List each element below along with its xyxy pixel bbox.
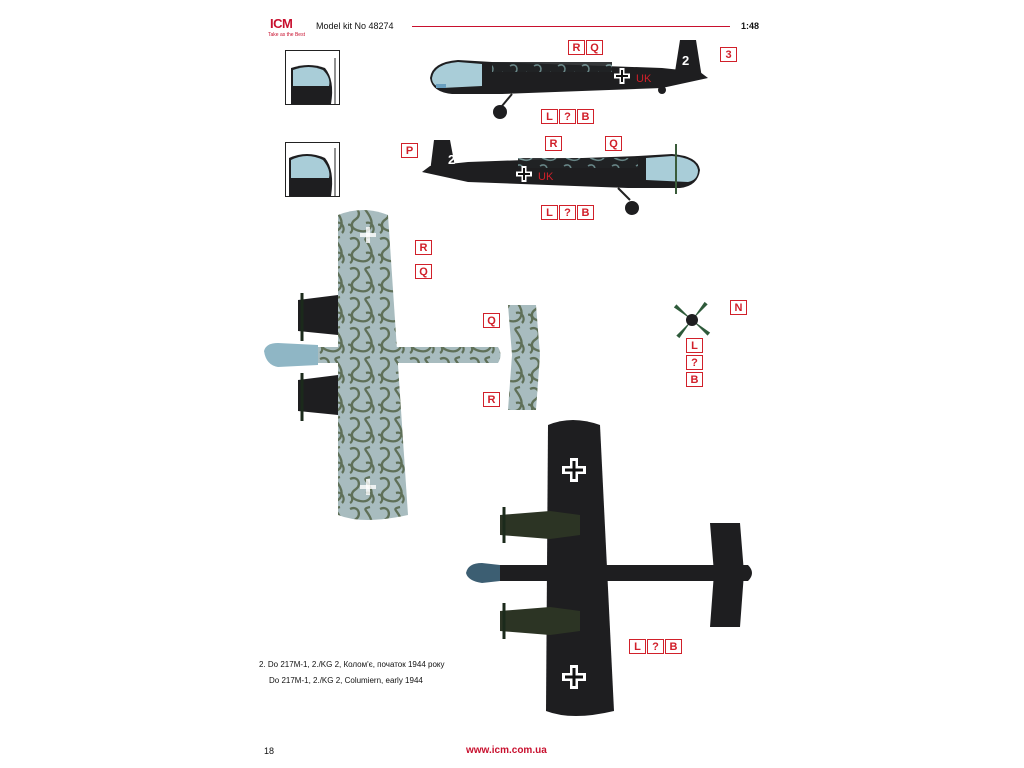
header-rule (412, 26, 730, 27)
paint-label: ? (686, 355, 703, 370)
paint-label: L (629, 639, 646, 654)
underside-view (460, 415, 765, 720)
caption-en: Do 217M-1, 2./KG 2, Columiern, early 1944 (269, 676, 423, 685)
paint-label: N (730, 300, 747, 315)
paint-label: B (686, 372, 703, 387)
paint-label: P (401, 143, 418, 158)
paint-label: 3 (720, 47, 737, 62)
paint-label: B (577, 109, 594, 124)
scale-label: 1:48 (741, 21, 760, 31)
paint-label: R (415, 240, 432, 255)
paint-label: R (545, 136, 562, 151)
paint-label: Q (415, 264, 432, 279)
caption-ua: 2. Do 217M-1, 2./KG 2, Колом'є, початок 1944 року (259, 660, 445, 669)
icm-logo (262, 14, 318, 44)
paint-label: B (665, 639, 682, 654)
paint-label: ? (559, 205, 576, 220)
paint-label: L (541, 109, 558, 124)
paint-label: B (577, 205, 594, 220)
brand-name: ICM (270, 16, 293, 31)
paint-label: L (686, 338, 703, 353)
nose-detail-inset-bottom (285, 142, 340, 197)
page-number: 18 (264, 746, 275, 756)
tail-number: 2 (682, 53, 690, 68)
paint-label: ? (559, 109, 576, 124)
kit-number: Model kit No 48274 (316, 21, 394, 31)
brand-tagline: Take as the Best (268, 32, 305, 38)
unit-code: UK (538, 171, 554, 183)
paint-label: Q (605, 136, 622, 151)
nose-detail-inset-top (285, 50, 340, 105)
paint-label: R (483, 392, 500, 407)
paint-label: R (568, 40, 585, 55)
website-link[interactable]: www.icm.com.ua (466, 745, 547, 756)
unit-code: UK (636, 73, 652, 85)
paint-label: L (541, 205, 558, 220)
paint-label: Q (586, 40, 603, 55)
paint-label: ? (647, 639, 664, 654)
paint-label: Q (483, 313, 500, 328)
tail-number: 2 (448, 152, 456, 167)
